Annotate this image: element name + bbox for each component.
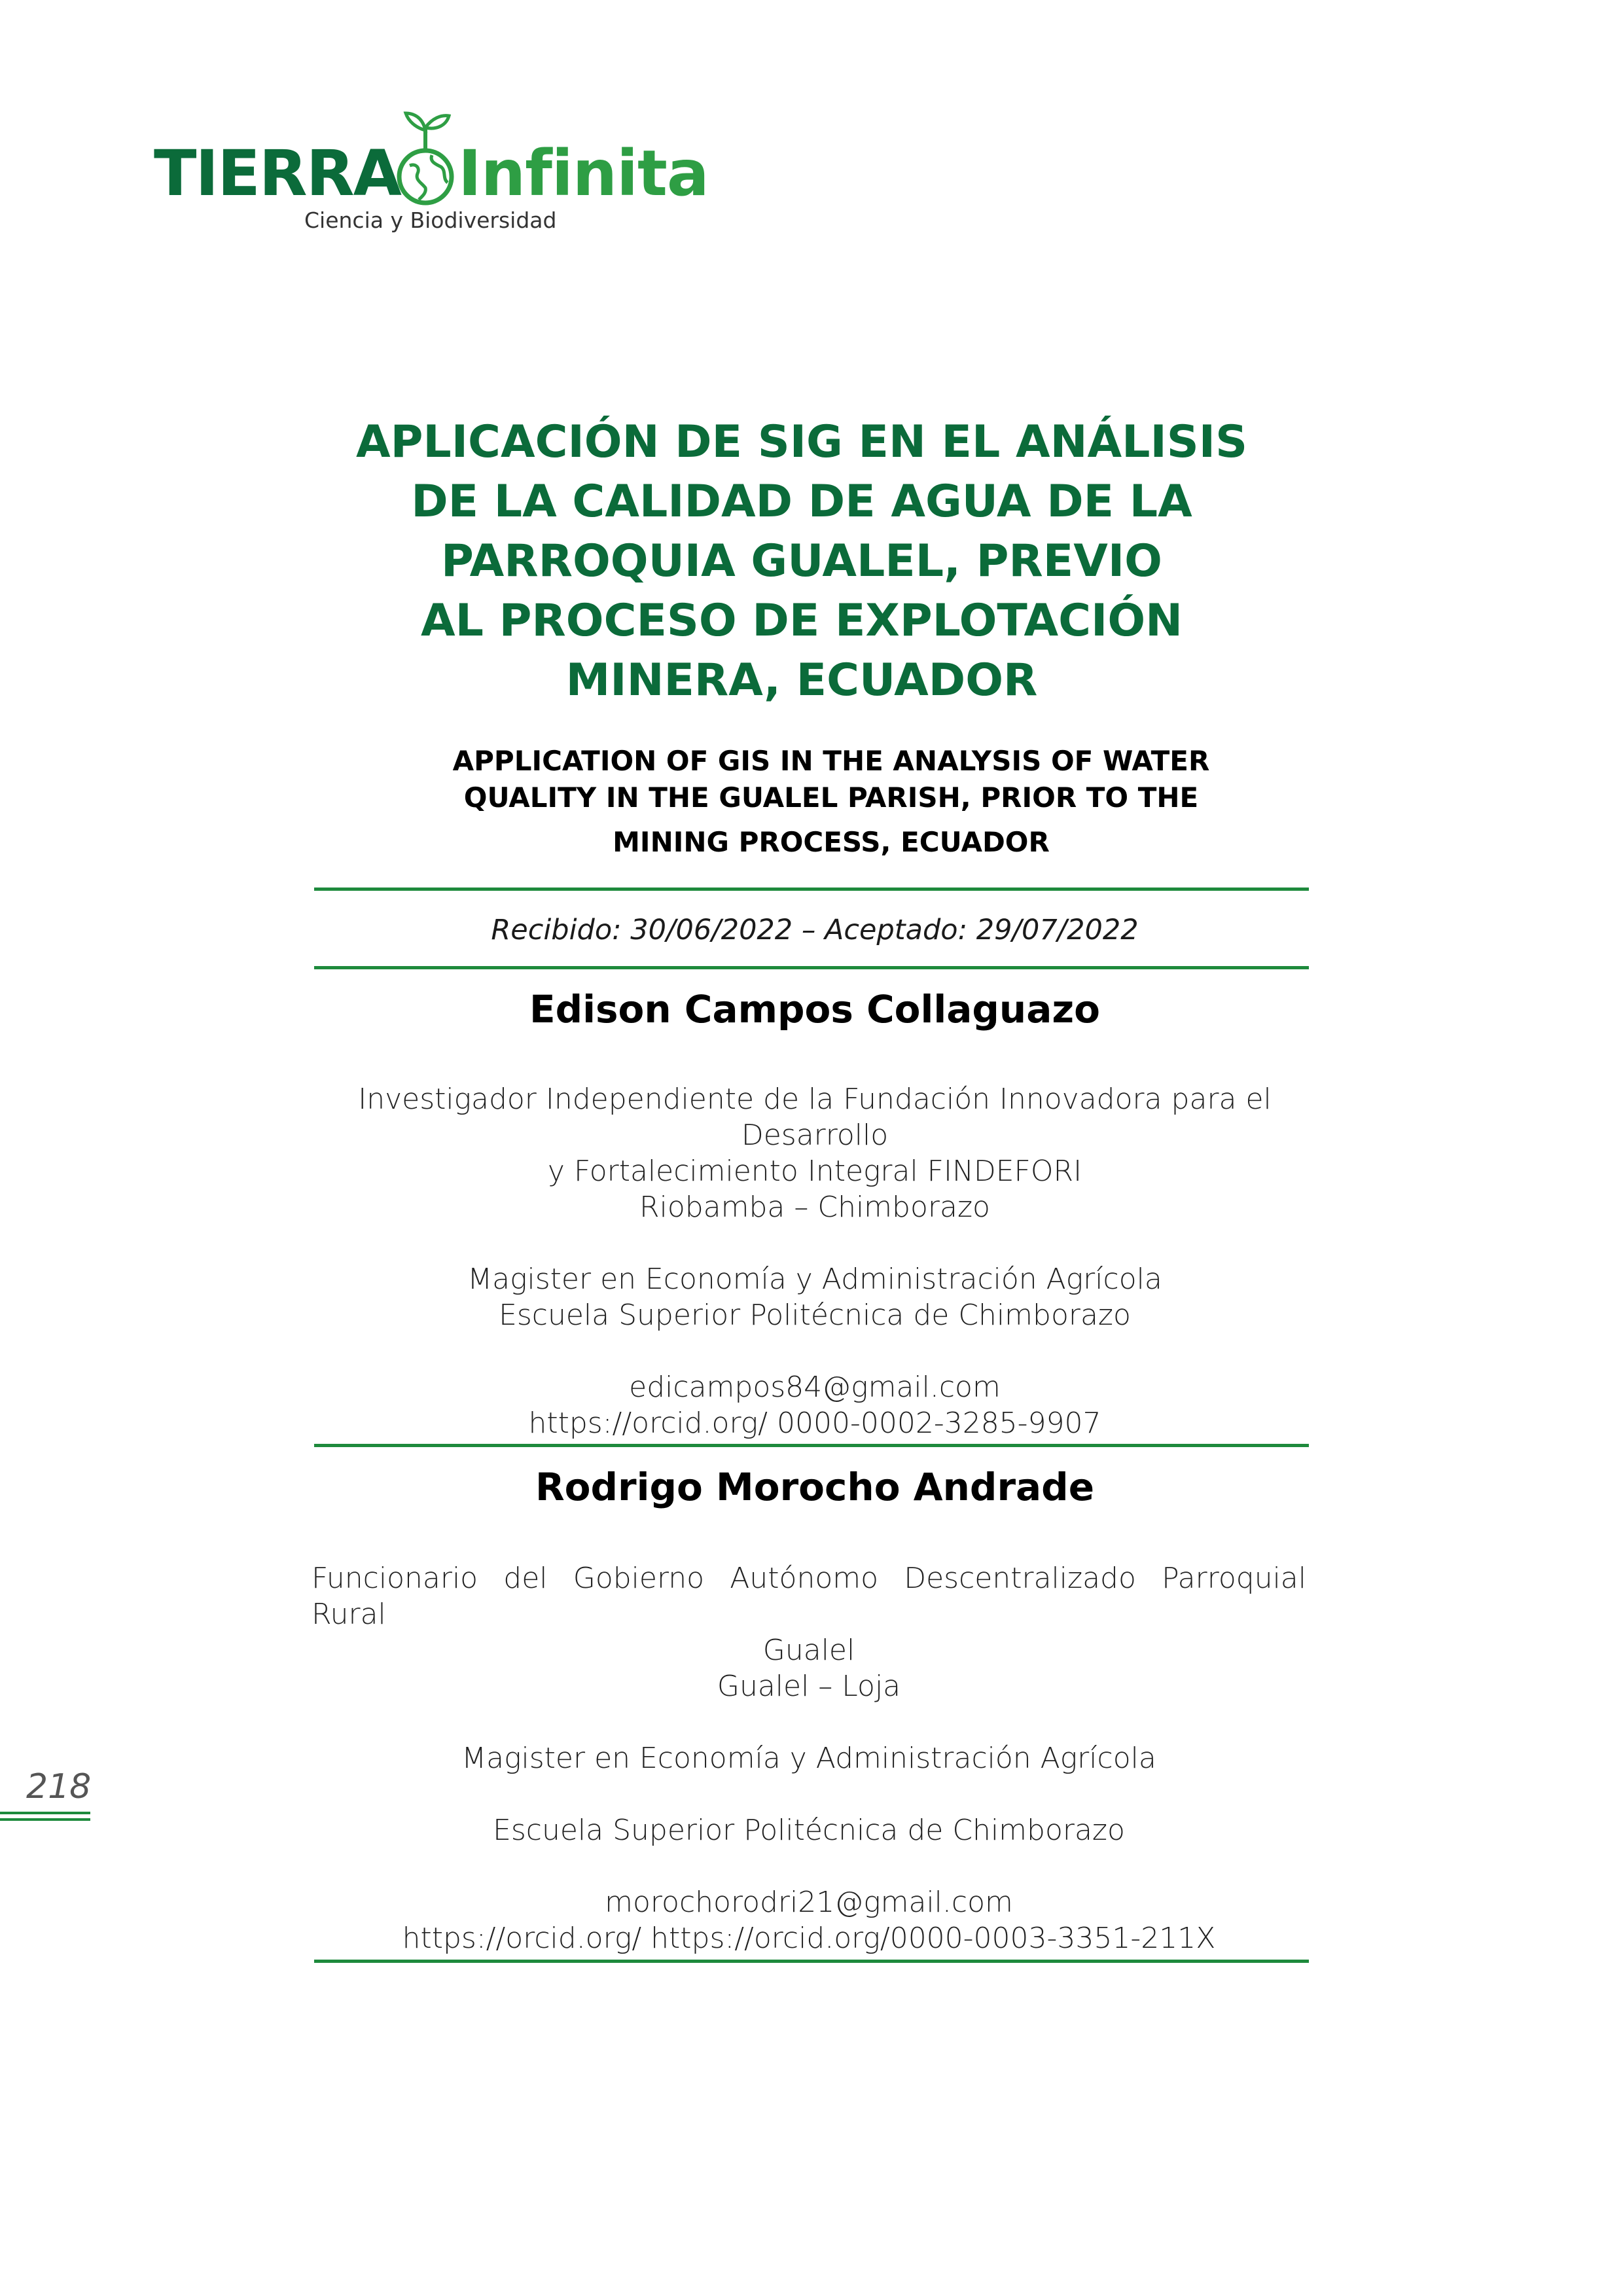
author-1-details xyxy=(308,1081,1322,1441)
affiliation-line: Funcionario del Gobierno Autónomo Descentralizado Parroquial Rural xyxy=(312,1562,1306,1631)
title-english-line: APPLICATION OF GIS IN THE ANALYSIS OF WATER xyxy=(452,745,1210,777)
divider xyxy=(314,888,1309,891)
author-2-details xyxy=(312,1560,1306,1956)
divider xyxy=(314,966,1309,969)
journal-logo xyxy=(154,108,709,239)
author-orcid[interactable]: https://orcid.org/ https://orcid.org/0000-0003-3351-211X xyxy=(402,1922,1216,1955)
title-english-line: MINING PROCESS, ECUADOR xyxy=(613,826,1050,858)
page-number-rule xyxy=(0,1812,90,1814)
title-spanish-line: PARROQUIA GUALEL, PREVIO xyxy=(441,535,1162,587)
author-email[interactable]: edicampos84@gmail.com xyxy=(629,1371,1001,1404)
logo-word-tierra: TIERRA xyxy=(154,137,401,210)
logo-word-infinita: Infinita xyxy=(458,137,709,210)
author-email[interactable]: morochorodri21@gmail.com xyxy=(605,1886,1013,1919)
title-spanish-line: AL PROCESO DE EXPLOTACIÓN xyxy=(420,595,1183,647)
author-name: Rodrigo Morocho Andrade xyxy=(535,1465,1095,1509)
page-number: 218 xyxy=(26,1767,92,1806)
author-name: Edison Campos Collaguazo xyxy=(529,987,1100,1031)
title-english-line: QUALITY IN THE GUALEL PARISH, PRIOR TO THE xyxy=(463,781,1199,814)
received-accepted-dates: Recibido: 30/06/2022 – Aceptado: 29/07/2022 xyxy=(491,914,1139,946)
affiliation-line: Gualel – Loja xyxy=(717,1670,901,1703)
degree-line: Magister en Economía y Administración Agrícola xyxy=(461,1742,1156,1775)
affiliation-line: y Fortalecimiento Integral FINDEFORI xyxy=(547,1155,1082,1188)
title-spanish xyxy=(308,412,1296,710)
page-number-rule xyxy=(0,1818,90,1821)
affiliation-line: Investigador Independiente de la Fundación Innovadora para el Desarrollo xyxy=(358,1083,1272,1152)
title-spanish-line: MINERA, ECUADOR xyxy=(565,655,1038,706)
title-spanish-line: DE LA CALIDAD DE AGUA DE LA xyxy=(411,476,1192,528)
degree-line: Magister en Economía y Administración Agrícola xyxy=(467,1263,1162,1296)
logo-subtitle: Ciencia y Biodiversidad xyxy=(304,207,557,233)
divider xyxy=(314,1444,1309,1447)
institution-line: Escuela Superior Politécnica de Chimborazo xyxy=(493,1814,1125,1847)
divider xyxy=(314,1960,1309,1963)
degree-line: Escuela Superior Politécnica de Chimborazo xyxy=(499,1299,1131,1332)
title-spanish-line: APLICACIÓN DE SIG EN EL ANÁLISIS xyxy=(355,416,1248,468)
author-orcid[interactable]: https://orcid.org/ 0000-0002-3285-9907 xyxy=(528,1407,1101,1440)
globe-sprout-icon xyxy=(386,108,465,206)
title-english xyxy=(366,743,1296,861)
affiliation-line: Riobamba – Chimborazo xyxy=(639,1191,990,1224)
affiliation-line: Gualel xyxy=(762,1634,855,1667)
